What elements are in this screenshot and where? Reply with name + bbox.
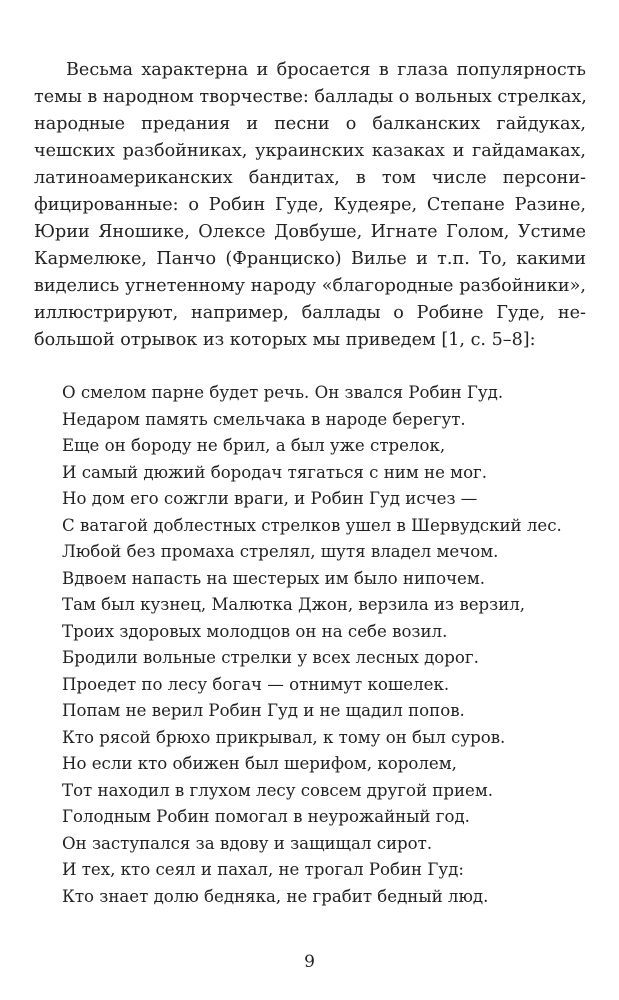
paragraph-line: Весьма характерна и бросается в глаза популярность [66,60,586,80]
intro-paragraph [34,57,586,354]
paragraph-line: фицированные: о Робин Гуде, Кудеяре, Степане Разине, [34,195,586,215]
paragraph-line: чешских разбойниках, украинских казаках и гайдамаках, [34,141,586,161]
page-number: 9 [304,952,315,972]
paragraph-line: виделись угнетенному народу «благородные разбойники», [34,276,586,296]
poem-line: О смелом парне будет речь. Он звался Робин Гуд. [62,383,504,402]
poem-line: Кто рясой брюхо прикрывал, к тому он был суров. [62,727,506,747]
poem-line: Кто знает долю бедняка, не грабит бедный люд. [62,886,489,906]
poem-line: Бродили вольные стрелки у всех лесных дорог. [62,648,479,667]
poem-line: Проедет по лесу богач — отнимут кошелек. [62,674,450,694]
poem-line: И тех, кто сеял и пахал, не трогал Робин Гуд: [62,860,464,879]
poem-line: Троих здоровых молодцов он на себе возил. [62,621,448,641]
paragraph-line: Юрии Яношике, Олексе Довбуше, Игнате Голом, Устиме [34,222,586,242]
paragraph-line: темы в народном творчестве: баллады о вольных стрелках, [34,87,587,107]
poem-line: Вдвоем напасть на шестерых им было нипочем. [62,568,486,588]
ballad-excerpt [62,380,582,910]
poem-line: Но если кто обижен был шерифом, королем, [62,754,457,773]
paragraph-line: латиноамериканских бандитах, в том числе персони- [34,168,586,188]
paragraph-line: Кармелюке, Панчо (Франциско) Вилье и т.п. То, какими [34,249,586,269]
paragraph-line: иллюстрируют, например, баллады о Робине Гуде, не- [34,303,586,323]
poem-line: Голодным Робин помогал в неурожайный год. [62,807,470,826]
poem-line: Попам не верил Робин Гуд и не щадил попов. [62,701,465,720]
paragraph-line: большой отрывок из которых мы приведем [1, с. 5–8]: [34,330,536,350]
paragraph-line: народные предания и песни о балканских гайдуках, [34,114,586,134]
poem-line: С ватагой доблестных стрелков ушел в Шервудский лес. [62,515,562,535]
poem-line: Он заступался за вдову и защищал сирот. [62,833,433,853]
poem-line: Недаром память смельчака в народе берегут. [62,409,466,429]
poem-line: Еще он бороду не брил, а был уже стрелок, [62,436,446,455]
poem-line: Тот находил в глухом лесу совсем другой прием. [62,780,494,800]
poem-line: Там был кузнец, Малютка Джон, верзила из верзил, [62,595,526,614]
poem-line: И самый дюжий бородач тягаться с ним не мог. [62,462,488,482]
poem-line: Любой без промаха стрелял, шутя владел мечом. [62,542,499,561]
poem-line: Но дом его сожгли враги, и Робин Гуд исчез — [62,489,478,508]
